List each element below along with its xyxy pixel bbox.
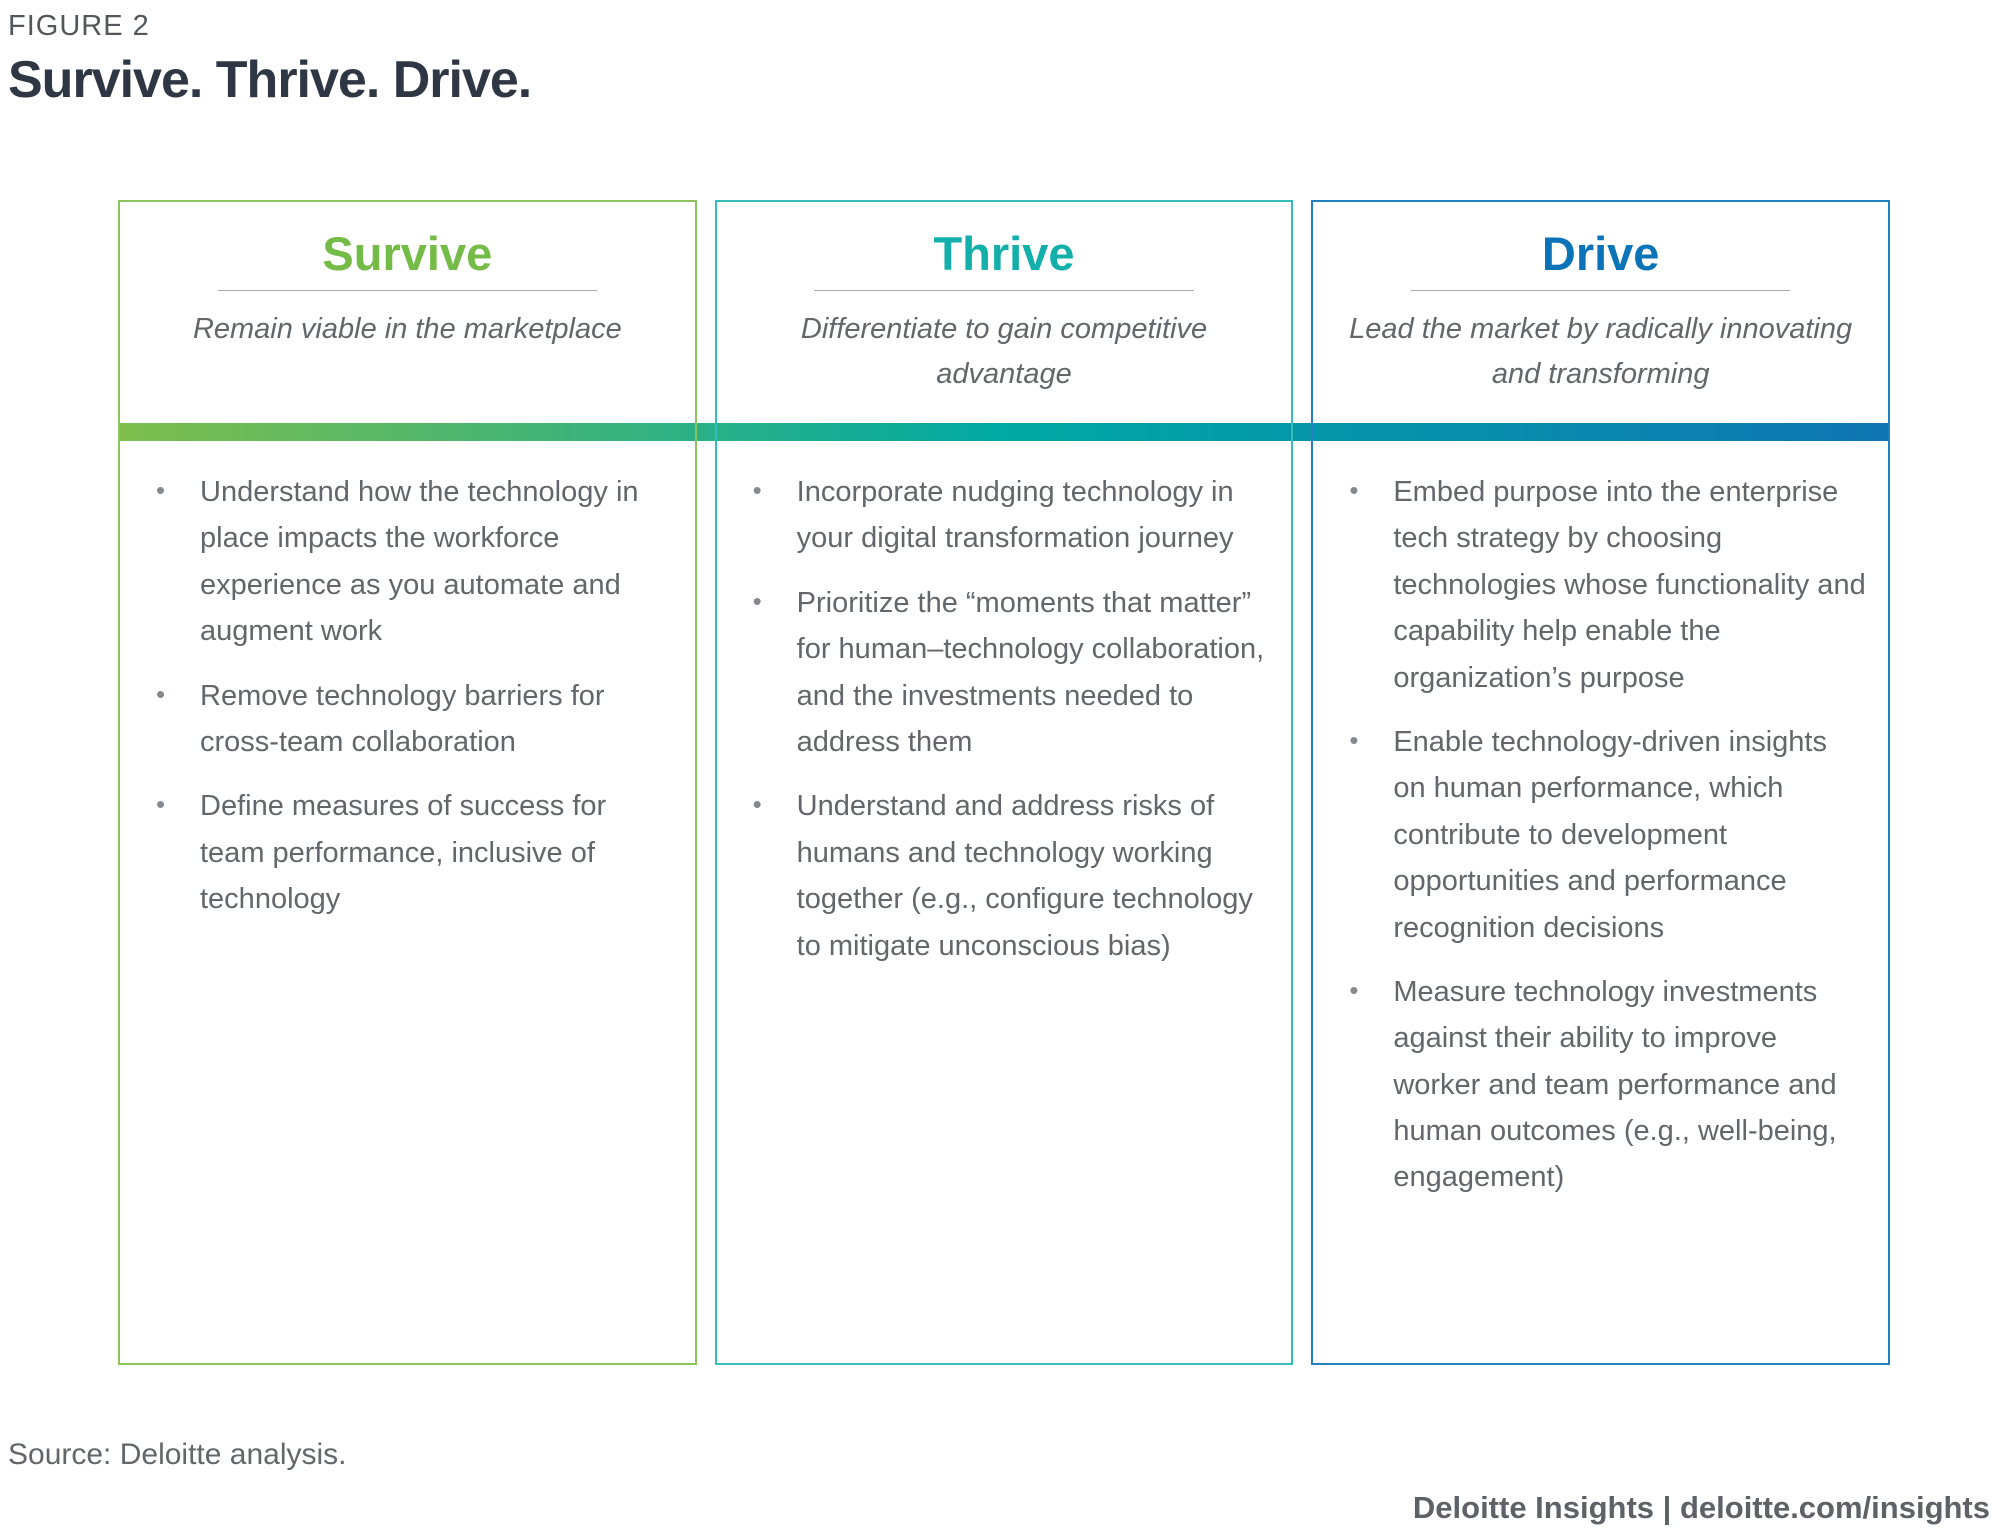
- column-thrive-bullet-list: [717, 423, 1292, 987]
- column-drive-subtitle: Lead the market by radically innovating and transforming: [1349, 312, 1853, 390]
- title-underline: [1411, 290, 1790, 291]
- footer-brand: Deloitte Insights: [1412, 1490, 1655, 1525]
- column-thrive-title: Thrive: [933, 227, 1075, 280]
- column-thrive: [715, 200, 1294, 1365]
- column-survive: [118, 200, 697, 1365]
- title-underline: [814, 290, 1193, 291]
- column-drive: [1311, 200, 1890, 1365]
- column-drive-header: [1313, 202, 1888, 423]
- bullet-item: • Incorporate nudging technology in your digital transformation journey: [747, 469, 1270, 562]
- bullet-item: • Remove technology barriers for cross-team collaboration: [150, 673, 673, 766]
- column-thrive-header: [717, 202, 1292, 423]
- column-survive-subtitle: Remain viable in the marketplace: [192, 312, 622, 345]
- column-thrive-subtitle: Differentiate to gain competitive advantage: [800, 312, 1208, 390]
- column-drive-title: Drive: [1541, 227, 1660, 280]
- source-note: Source: Deloitte analysis.: [8, 1438, 347, 1471]
- bullet-item: • Embed purpose into the enterprise tech strategy by choosing technologies whose functionality and capability help enable the organization’s purpose: [1343, 469, 1866, 701]
- bullet-item: • Enable technology-driven insights on human performance, which contribute to development opportunities and performance recognition decisions: [1343, 719, 1866, 951]
- bullet-item: • Define measures of success for team performance, inclusive of technology: [150, 783, 673, 922]
- bullet-item: • Understand how the technology in place impacts the workforce experience as you automate and augment work: [150, 469, 673, 655]
- column-drive-bullet-list: [1313, 423, 1888, 1219]
- title-underline: [218, 290, 597, 291]
- footer-url: deloitte.com/insights: [1679, 1490, 1990, 1525]
- bullet-item: • Prioritize the “moments that matter” for human–technology collaboration, and the investments needed to address them: [747, 580, 1270, 766]
- figure-label: FIGURE 2: [8, 10, 150, 42]
- column-survive-header: [120, 202, 695, 423]
- column-survive-bullet-list: [120, 423, 695, 941]
- columns-container: [118, 200, 1890, 1365]
- figure-title: Survive. Thrive. Drive.: [8, 51, 532, 109]
- footer-separator: |: [1662, 1490, 1672, 1525]
- footer-branding: [1413, 1490, 1990, 1526]
- column-survive-title: Survive: [322, 227, 493, 280]
- bullet-item: • Understand and address risks of humans and technology working together (e.g., configure technology to mitigate unconscious bias): [747, 783, 1270, 969]
- bullet-item: • Measure technology investments against their ability to improve worker and team performance and human outcomes (e.g., well-being, engagement): [1343, 969, 1866, 1201]
